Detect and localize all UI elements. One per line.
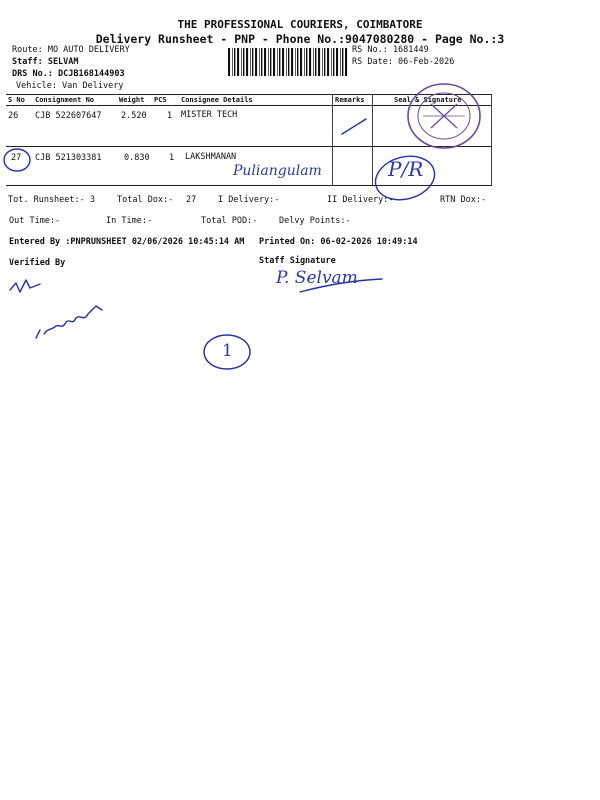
row-consignee: LAKSHMANAN	[185, 152, 237, 162]
total-runsheet: Tot. Runsheet:- 3	[8, 195, 95, 205]
row-sno: 27	[11, 153, 22, 163]
col-seal-signature: Seal & Signature	[394, 96, 462, 104]
row-consignment: CJB 522607647	[35, 111, 102, 121]
row-pcs: 1	[167, 111, 173, 121]
col-sno: S No	[8, 96, 25, 104]
i-delivery: I Delivery:-	[218, 195, 280, 205]
col-pcs: PCS	[154, 96, 167, 104]
row-consignee: MISTER TECH	[181, 110, 238, 120]
runsheet-subtitle: Delivery Runsheet - PNP - Phone No.:9047080280 - Page No.:3	[95, 32, 505, 46]
row-weight: 2.520	[121, 111, 147, 121]
row-sno: 26	[8, 111, 19, 121]
out-time: Out Time:-	[9, 216, 61, 226]
company-title: THE PROFESSIONAL COURIERS, COIMBATORE	[177, 18, 423, 31]
col-weight: Weight	[119, 96, 145, 104]
total-pod: Total POD:-	[201, 216, 258, 226]
rtn-dox: RTN Dox:-	[440, 195, 487, 205]
staff-text: Staff: SELVAM	[12, 57, 79, 67]
rs-number: RS No.: 1681449	[352, 45, 429, 55]
delvy-points: Delvy Points:-	[279, 216, 351, 226]
entered-by: Entered By :PNPRUNSHEET 02/06/2026 10:45:14 AM	[9, 237, 245, 247]
row-pcs: 1	[169, 153, 175, 163]
in-time: In Time:-	[106, 216, 153, 226]
row-weight: 0.830	[124, 153, 150, 163]
handwritten-staff-signature: P. Selvam	[276, 268, 358, 288]
company-seal-stamp-icon	[403, 80, 485, 152]
vehicle-text: Vehicle: Van Delivery	[16, 81, 124, 91]
col-remarks: Remarks	[335, 96, 365, 104]
col-consignment: Consignment No	[35, 96, 95, 104]
total-dox-value: 27	[186, 195, 197, 205]
printed-on: Printed On: 06-02-2026 10:49:14	[259, 237, 418, 247]
col-consignee: Consignee Details	[181, 96, 253, 104]
drs-number: DRS No.: DCJB168144903	[12, 69, 125, 79]
handwritten-pr: P/R	[388, 157, 424, 181]
total-dox-label: Total Dox:-	[117, 195, 174, 205]
rs-date: RS Date: 06-Feb-2026	[352, 57, 455, 67]
handwritten-location: Puliangulam	[233, 163, 322, 179]
verified-by-label: Verified By	[9, 258, 66, 268]
row-consignment: CJB 521303381	[35, 153, 102, 163]
circled-page-number: 1	[222, 341, 233, 361]
ii-delivery: II Delivery:-	[327, 195, 394, 205]
route-text: Route: MO AUTO DELIVERY	[12, 45, 130, 55]
staff-signature-label: Staff Signature	[259, 256, 336, 266]
